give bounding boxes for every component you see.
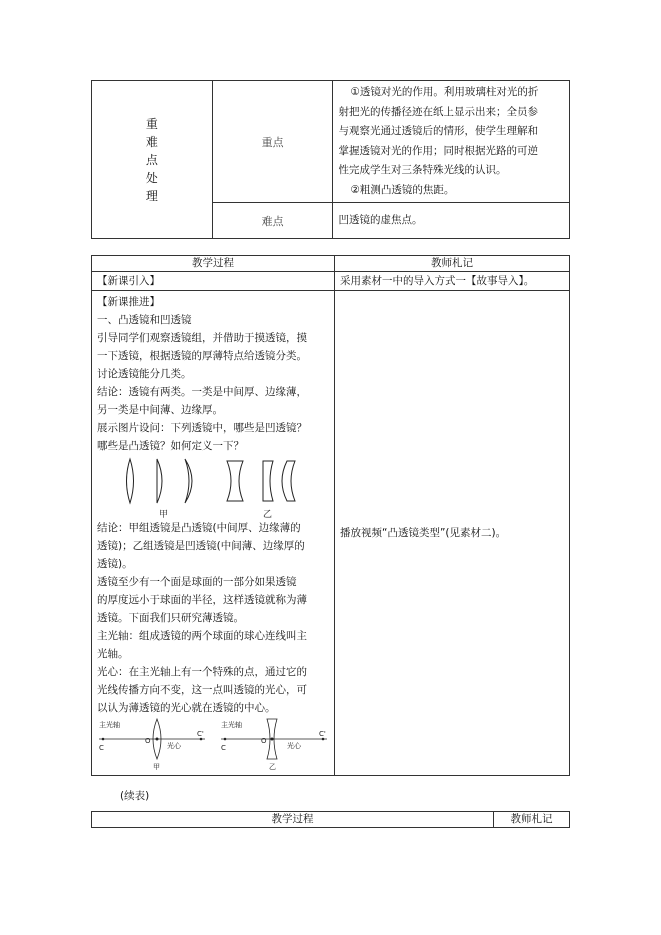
key-points-table — [91, 80, 570, 239]
optical-center-dot — [271, 738, 274, 741]
optical-center-dot — [156, 738, 159, 741]
center-of-curvature-dot — [322, 738, 325, 741]
key-line: 掌握透镜对光的作用；同时根据光路的可逆 — [338, 144, 538, 157]
meniscus-convex-lens-icon — [185, 459, 192, 503]
header-teacher-notes: 教师札记 — [335, 256, 570, 272]
axis-label: 主光轴 — [221, 721, 242, 729]
header-teaching-process: 教学过程 — [92, 256, 335, 272]
body-line: 透镜。下面我们只研究薄透镜。 — [97, 612, 244, 624]
teaching-process-table — [91, 255, 570, 776]
body-line: 【新课推进】 — [97, 296, 160, 308]
body-line: 另一类是中间薄、边缘厚。 — [97, 404, 223, 416]
body-line: 一下透镜，根据透镜的厚薄特点给透镜分类。 — [97, 350, 307, 362]
key-line: 性完成学生对三条特殊光线的认识。 — [338, 164, 507, 176]
center-of-curvature-dot — [200, 738, 203, 741]
body-line: 光轴。 — [97, 648, 129, 660]
body-line: 哪些是凸透镜？如何定义一下？ — [97, 440, 244, 452]
body-line: 结论：透镜有两类。一类是中间厚、边缘薄， — [97, 386, 307, 398]
lesson-body — [92, 291, 335, 776]
key-line: 射把光的传播径迹在纸上显示出来；全员参 — [338, 105, 538, 118]
row-label-char: 处 — [145, 170, 158, 185]
o-label: O — [261, 737, 267, 745]
c-right-label: C' — [197, 730, 204, 738]
row-label-key-difficult — [92, 81, 213, 239]
row-label-char: 点 — [145, 152, 158, 167]
header-teacher-notes: 教师札记 — [494, 812, 570, 828]
plano-concave-lens-icon — [263, 461, 273, 501]
body-line: 引导同学们观察透镜组，并借助于摸透镜，摸 — [97, 332, 307, 344]
body-line: 光心：在主光轴上有一个特殊的点，通过它的 — [97, 666, 307, 678]
center-of-curvature-dot — [224, 738, 227, 741]
key-point-label: 重点 — [212, 81, 333, 203]
key-line: 与观察光通过透镜后的情形，使学生理解和 — [338, 125, 538, 137]
body-line: 主光轴：组成透镜的两个球面的球心连线叫主 — [97, 630, 307, 642]
principal-axis-figure — [97, 717, 329, 773]
axis-label: 主光轴 — [99, 721, 120, 729]
fig-a-label: 甲 — [153, 763, 160, 771]
body-line: 讨论透镜能分几类。 — [97, 368, 192, 380]
lens-shapes-figure — [97, 455, 297, 519]
biconvex-lens-icon — [127, 459, 134, 503]
difficulty-label: 难点 — [212, 203, 333, 239]
body-line: 透镜至少有一个面是球面的一部分如果透镜 — [97, 576, 297, 588]
row-label-char: 重 — [145, 116, 158, 131]
video-note: 播放视频“凸透镜类型”(见素材二)。 — [335, 291, 570, 776]
intro-right: 采用素材一中的导入方式一【故事导入】。 — [335, 272, 570, 291]
body-line: 以认为薄透镜的光心就在透镜的中心。 — [97, 702, 276, 714]
row-label-char: 理 — [145, 188, 158, 203]
center-label: 光心 — [167, 742, 181, 750]
key-line: ①透镜对光的作用。利用玻璃柱对光的折 — [350, 86, 539, 98]
meniscus-concave-lens-icon — [282, 461, 295, 501]
body-line: 透镜)。 — [97, 558, 133, 570]
body-line: 结论：甲组透镜是凸透镜(中间厚、边缘薄的 — [97, 522, 301, 534]
body-line: 一、凸透镜和凹透镜 — [97, 314, 192, 326]
continued-note: (续表) — [120, 790, 150, 802]
key-point-content — [333, 81, 570, 203]
group-b-label: 乙 — [263, 510, 273, 519]
group-a-label: 甲 — [159, 510, 169, 519]
center-of-curvature-dot — [102, 738, 105, 741]
difficulty-content: 凹透镜的虚焦点。 — [333, 203, 570, 239]
fig-b-label: 乙 — [269, 763, 276, 771]
c-left-label: C — [221, 744, 226, 752]
continued-table — [91, 811, 570, 828]
body-line: 光线传播方向不变，这一点叫透镜的光心，可 — [97, 684, 307, 696]
plano-convex-lens-icon — [157, 459, 162, 503]
body-line: 透镜)；乙组透镜是凹透镜(中间薄、边缘厚的 — [97, 540, 305, 552]
header-teaching-process: 教学过程 — [92, 812, 494, 828]
intro-left: 【新课引入】 — [92, 272, 335, 291]
o-label: O — [145, 737, 151, 745]
c-right-label: C' — [319, 730, 326, 738]
biconcave-lens-icon — [227, 461, 243, 501]
body-line: 的厚度远小于球面的半径，这样透镜就称为薄 — [97, 594, 307, 606]
row-label-char: 难 — [145, 134, 158, 149]
c-left-label: C — [99, 744, 104, 752]
body-line: 展示图片设问：下列透镜中，哪些是凹透镜？ — [97, 422, 307, 434]
key-line: ②粗测凸透镜的焦距。 — [350, 183, 455, 196]
center-label: 光心 — [287, 742, 301, 750]
